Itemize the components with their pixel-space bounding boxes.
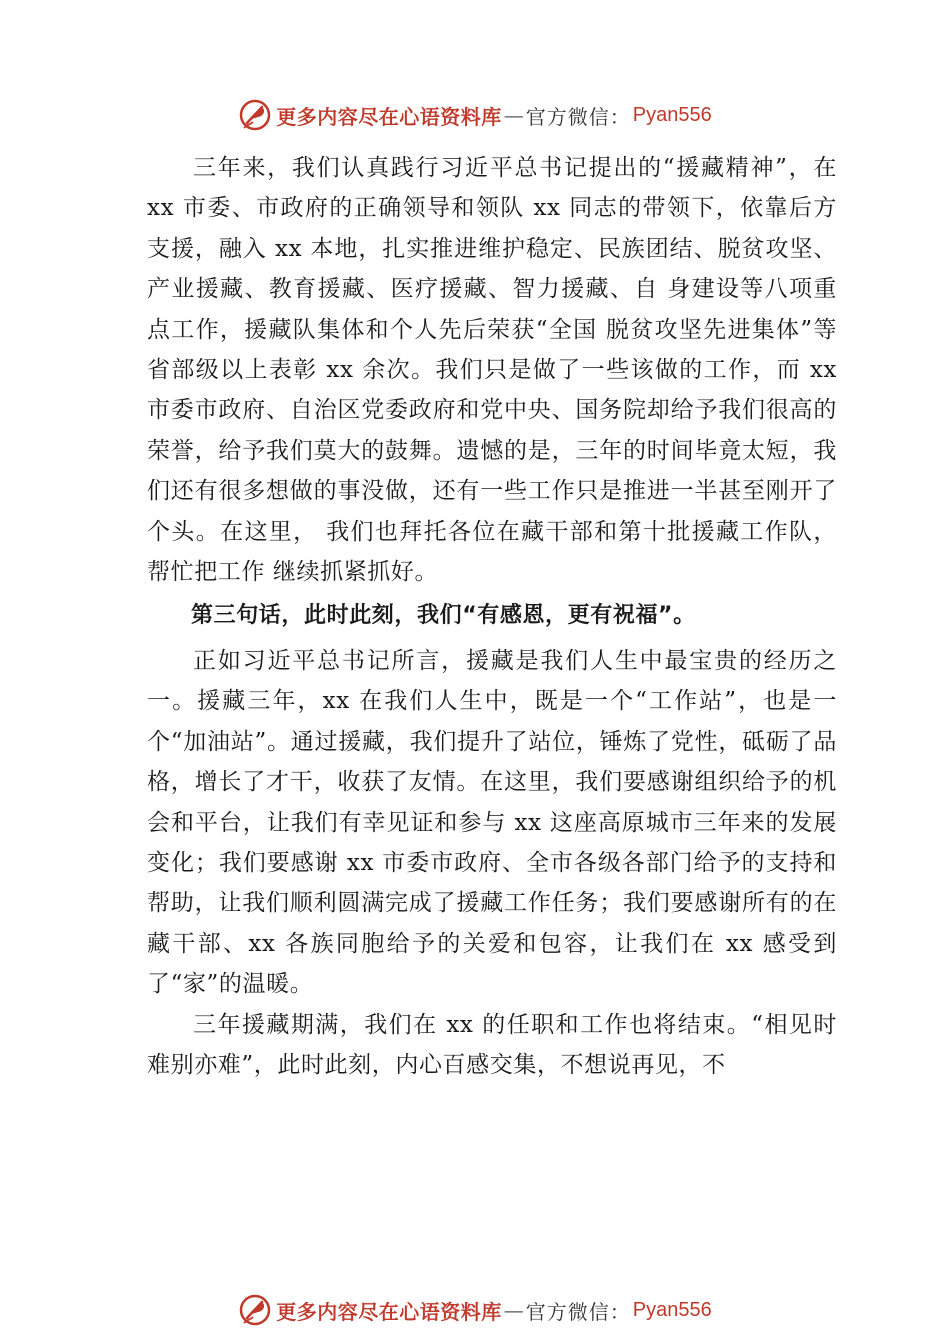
paragraph-gratitude: 正如习近平总书记所言，援藏是我们人生中最宝贵的经历之一。援藏三年，xx 在我们人生中，既是一个“工作站”，也是一个“加油站”。通过援藏，我们提升了站位，锤炼了党性，砥砺了品格，增长了才干，收获了友情。在这里，我们要感谢组织给予的机会和平台，让我们有幸见证和参与 xx 这座高原城市三年来的发展变化；我们要感谢 xx 市委市政府、全市各级各部门给予的支持和帮助，让我们顺利圆满完成了援藏工作任务；我们要感谢所有的在藏干部、xx 各族同胞给予的关爱和包容，让我们在 xx 感受到了“家”的温暖。 bbox=[147, 647, 837, 998]
footer-wechat-id: Pyan556 bbox=[632, 1298, 712, 1321]
footer-brand-text: 更多内容尽在心语资料库 bbox=[276, 1299, 502, 1324]
footer-wechat-label: 官方微信： bbox=[525, 1299, 631, 1324]
document-body bbox=[147, 148, 837, 1085]
header-brand-text: 更多内容尽在心语资料库 bbox=[276, 104, 502, 129]
paragraph-farewell: 三年援藏期满，我们在 xx 的任职和工作也将结束。“相见时难别亦难”，此时此刻，内心百感交集，不想说再见，不 bbox=[147, 1011, 837, 1078]
quill-logo-icon bbox=[238, 1293, 272, 1327]
header-dash: — bbox=[503, 103, 524, 127]
quill-logo-icon bbox=[238, 98, 272, 132]
header-banner bbox=[0, 95, 950, 135]
header-wechat-id: Pyan556 bbox=[632, 103, 712, 126]
header-wechat-label: 官方微信： bbox=[525, 104, 631, 129]
footer-banner bbox=[0, 1290, 950, 1330]
paragraph-achievements: 三年来，我们认真践行习近平总书记提出的“援藏精神”，在 xx 市委、市政府的正确领导和领队 xx 同志的带领下，依靠后方支援，融入 xx 本地，扎实推进维护稳定、民族团结、脱贫攻坚、产业援藏、教育援藏、医疗援藏、智力援藏、自 身建设等八项重点工作，援藏队集体和个人先后荣获“全国 脱贫攻坚先进集体”等省部级以上表彰 xx 余次。我们只是做了一些该做的工作，而 xx 市委市政府、自治区党委政府和党中央、国务院却给予我们很高的荣誉，给予我们莫大的鼓舞。遗憾的是，三年的时间毕竟太短，我们还有很多想做的事没做，还有一些工作只是推进一半甚至刚开了个头。在这里， 我们也拜托各位在藏干部和第十批援藏工作队，帮忙把工作 继续抓紧抓好。 bbox=[147, 155, 837, 586]
section-heading-gratitude: 第三句话，此时此刻，我们“有感恩，更有祝福”。 bbox=[191, 603, 696, 629]
footer-dash: — bbox=[503, 1298, 524, 1322]
